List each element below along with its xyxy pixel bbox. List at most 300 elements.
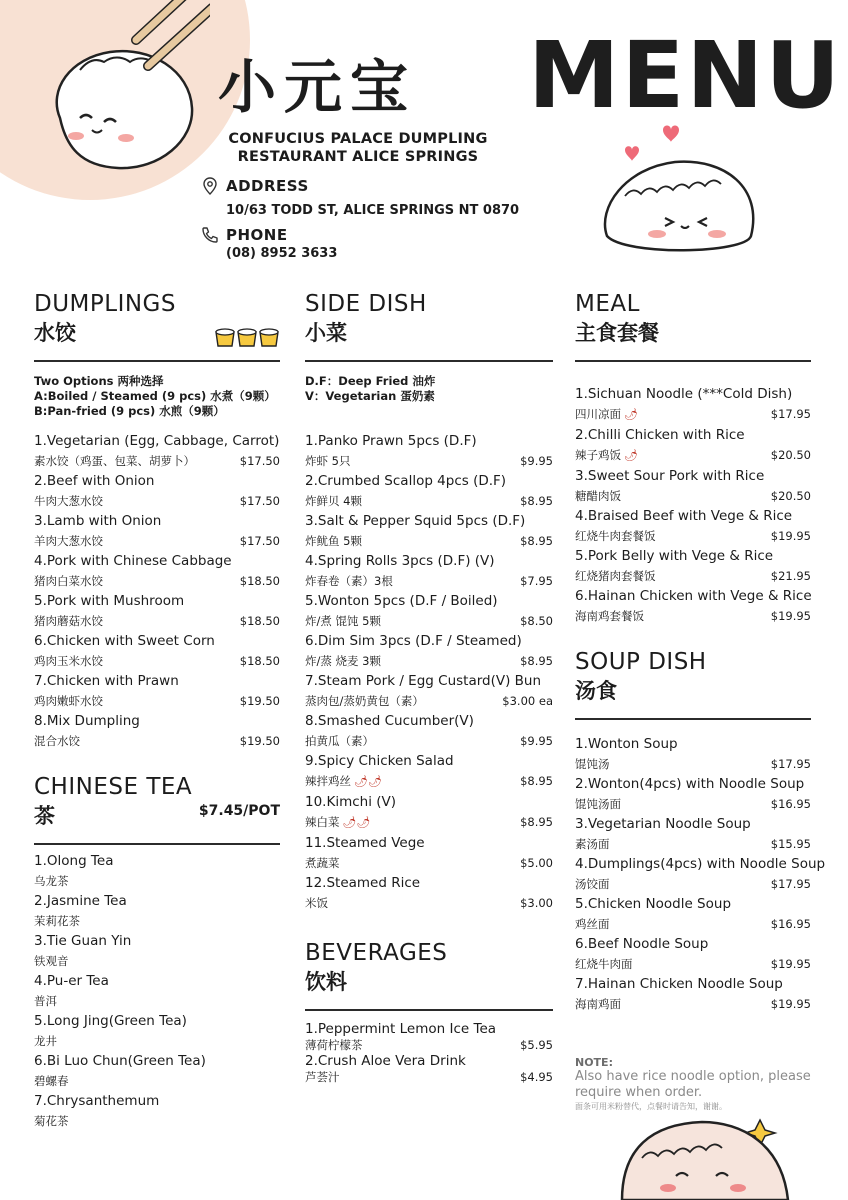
menu-item-cn-wrap (575, 954, 633, 974)
column-right (575, 290, 826, 1112)
menu-item-cn-row (34, 651, 280, 671)
menu-item-name: 5.Pork Belly with Vege & Rice (575, 548, 774, 564)
menu-item-name: 3.Tie Guan Yin (34, 933, 132, 949)
menu-item-cn-row (575, 566, 811, 586)
menu-item-cn-row (34, 691, 280, 711)
tea-section (34, 773, 280, 1131)
menu-item-cn-wrap (34, 531, 103, 551)
menu-item-cn-row (34, 611, 280, 631)
menu-item-name: 3.Salt & Pepper Squid 5pcs (D.F) (305, 513, 526, 529)
menu-item-name: 5.Pork with Mushroom (34, 593, 185, 609)
phone-value: (08) 8952 3633 (226, 246, 338, 261)
menu-item-cn-wrap (305, 531, 362, 551)
note-small: 面条可用米粉替代，点餐时请告知，谢谢。 (575, 1102, 727, 1111)
menu-item-price: $17.50 (239, 494, 280, 508)
tea-list (34, 851, 280, 1131)
menu-item-cn-wrap (305, 731, 374, 751)
menu-item-cn-row (575, 874, 811, 894)
menu-item-name: 7.Steam Pork / Egg Custard(V) Bun (305, 673, 542, 689)
menu-item-cn-row (575, 914, 811, 934)
menu-item-name: 4.Pork with Chinese Cabbage (34, 553, 232, 569)
menu-item-cn-wrap (34, 1031, 57, 1051)
menu-item-name: 8.Smashed Cucumber(V) (305, 713, 474, 729)
menu-item-name: 6.Dim Sim 3pcs (D.F / Steamed) (305, 633, 522, 649)
menu-item (34, 1051, 280, 1091)
menu-item-price: $19.50 (239, 694, 280, 708)
menu-item (34, 1011, 280, 1051)
menu-item-price: $20.50 (770, 489, 811, 503)
menu-item (34, 591, 280, 631)
menu-item (575, 934, 811, 974)
menu-item-cn-name: 辣拌鸡丝 (305, 774, 351, 788)
menu-item-cn-name: 炸鲜贝 4颗 (305, 494, 362, 508)
menu-item-cn-name: 四川凉面 (575, 407, 621, 421)
menu-item-name: 5.Wonton 5pcs (D.F / Boiled) (305, 593, 498, 609)
chili-spicy-icon: 🌶🌶 (354, 775, 382, 788)
restaurant-name-line2: RESTAURANT ALICE SPRINGS (237, 149, 479, 165)
dumplings-list (34, 431, 280, 751)
menu-item-name: 2.Chilli Chicken with Rice (575, 427, 745, 443)
menu-item-cn-wrap (34, 991, 57, 1011)
menu-item-name: 10.Kimchi (V) (305, 794, 397, 810)
menu-item-name: 3.Vegetarian Noodle Soup (575, 816, 751, 832)
location-pin-icon (200, 176, 220, 196)
menu-item-cn-name: 糖醋肉饭 (575, 489, 621, 503)
dumplings-option-a: A:Boiled / Steamed (9 pcs) 水煮（9颗） (34, 389, 276, 403)
menu-item (34, 931, 280, 971)
menu-item-cn-name: 馄饨汤 (575, 757, 610, 771)
dumplings-title-cn: 水饺 (34, 321, 76, 345)
menu-item-cn-wrap (305, 451, 350, 471)
menu-item-price: $21.95 (770, 569, 811, 583)
column-left (34, 290, 280, 1131)
menu-item (305, 551, 553, 591)
menu-item-price: $15.95 (770, 837, 811, 851)
menu-item-price: $16.95 (770, 797, 811, 811)
menu-item-cn-row (575, 954, 811, 974)
dumpling-heart-illustration (595, 118, 785, 268)
menu-item (305, 1021, 553, 1053)
menu-item-cn-name: 素汤面 (575, 837, 610, 851)
menu-item (575, 734, 811, 774)
menu-item-cn-wrap (34, 731, 80, 751)
menu-item-name: 4.Dumplings(4pcs) with Noodle Soup (575, 856, 826, 872)
menu-item-cn-name: 普洱 (34, 994, 57, 1008)
menu-item-cn-name: 薄荷柠檬茶 (305, 1038, 363, 1052)
menu-item-cn-row (305, 451, 553, 471)
menu-item-cn-wrap (305, 491, 362, 511)
menu-item-name: 7.Hainan Chicken Noodle Soup (575, 976, 783, 992)
menu-item-name: 6.Chicken with Sweet Corn (34, 633, 215, 649)
menu-item-cn-row (305, 611, 553, 631)
menu-item-cn-wrap (34, 611, 103, 631)
column-middle (305, 290, 553, 1085)
menu-item-name: 4.Pu-er Tea (34, 973, 109, 989)
menu-item (575, 546, 811, 586)
menu-item-price: $4.95 (520, 1070, 553, 1084)
menu-item-cn-row (34, 911, 280, 931)
chili-spicy-icon: 🌶🌶 (342, 816, 371, 829)
tea-price: $7.45/POT (198, 803, 280, 819)
menu-item-cn-row (305, 1069, 553, 1085)
menu-item-cn-row (305, 531, 553, 551)
soup-title: SOUP DISH (575, 649, 707, 675)
menu-item-cn-wrap (575, 486, 621, 506)
menu-item (34, 851, 280, 891)
menu-item-cn-wrap (575, 914, 610, 934)
menu-item-name: 4.Spring Rolls 3pcs (D.F) (V) (305, 553, 495, 569)
menu-item (305, 671, 553, 711)
menu-item-cn-name: 米饭 (305, 896, 328, 910)
menu-item-name: 2.Beef with Onion (34, 473, 155, 489)
menu-item-cn-name: 红烧牛肉套餐饭 (575, 529, 656, 543)
menu-item-name: 9.Spicy Chicken Salad (305, 753, 454, 769)
chili-spicy-icon: 🌶 (624, 408, 638, 421)
menu-item-name: 1.Panko Prawn 5pcs (D.F) (305, 433, 477, 449)
dumplings-bowls-icon (214, 324, 280, 348)
menu-item-cn-wrap (34, 491, 103, 511)
menu-item-cn-row (34, 1071, 280, 1091)
menu-item-price: $18.50 (239, 654, 280, 668)
menu-item-cn-row (34, 571, 280, 591)
menu-item-cn-row (575, 834, 811, 854)
phone-label: PHONE (226, 226, 288, 244)
menu-item-name: 5.Chicken Noodle Soup (575, 896, 732, 912)
menu-item-cn-name: 汤饺面 (575, 877, 610, 891)
menu-item-price: $19.95 (770, 529, 811, 543)
menu-item (305, 711, 553, 751)
menu-item-name: 1.Vegetarian (Egg, Cabbage, Carrot) (34, 433, 280, 449)
side-divider (305, 360, 553, 362)
address-value: 10/63 TODD ST, ALICE SPRINGS NT 0870 (226, 203, 520, 218)
menu-item (34, 431, 280, 471)
menu-item-cn-row (305, 571, 553, 591)
menu-item (575, 466, 811, 506)
menu-item-price: $17.95 (770, 757, 811, 771)
menu-item-name: 2.Jasmine Tea (34, 893, 127, 909)
menu-item (34, 671, 280, 711)
menu-item-cn-row (34, 731, 280, 751)
meal-title-cn: 主食套餐 (575, 321, 659, 345)
menu-item (305, 471, 553, 511)
beverages-title-cn: 饮料 (305, 970, 347, 994)
menu-item-cn-wrap (575, 834, 610, 854)
menu-item-cn-name: 鸡肉嫩虾水饺 (34, 694, 103, 708)
menu-item-name: 7.Chrysanthemum (34, 1093, 160, 1109)
menu-item-name: 7.Chicken with Prawn (34, 673, 179, 689)
chili-spicy-icon: 🌶 (624, 449, 638, 462)
menu-item-cn-wrap (34, 691, 103, 711)
menu-item-cn-name: 辣白菜 (305, 815, 340, 829)
dumplings-options-note (34, 374, 280, 419)
menu-item-price: $19.95 (770, 997, 811, 1011)
side-legend-v: V：Vegetarian 蛋奶素 (305, 389, 435, 403)
menu-item-cn-name: 素水饺（鸡蛋、包菜、胡萝卜） (34, 454, 195, 468)
menu-item-name: 6.Bi Luo Chun(Green Tea) (34, 1053, 206, 1069)
menu-item-name: 1.Wonton Soup (575, 736, 678, 752)
menu-item-cn-name: 红烧牛肉面 (575, 957, 633, 971)
menu-item (34, 471, 280, 511)
menu-item-cn-wrap (575, 874, 610, 894)
soup-list (575, 734, 826, 1014)
phone-row (200, 225, 288, 245)
menu-item-cn-name: 海南鸡套餐饭 (575, 609, 644, 623)
menu-item-cn-wrap (305, 651, 381, 671)
menu-item-cn-wrap (575, 754, 610, 774)
menu-item-cn-wrap (575, 994, 621, 1014)
meal-title: MEAL (575, 291, 640, 317)
menu-item-cn-wrap (305, 691, 424, 711)
menu-item-cn-wrap (34, 951, 69, 971)
menu-item-cn-wrap (34, 1111, 69, 1131)
menu-item-cn-row (575, 754, 811, 774)
menu-item-cn-wrap (34, 571, 103, 591)
menu-item-cn-name: 辣子鸡饭 (575, 448, 621, 462)
menu-item (575, 854, 826, 894)
dumpling-mascot-illustration (40, 0, 210, 180)
menu-item-name: 1.Sichuan Noodle (***Cold Dish) (575, 386, 793, 402)
menu-item-cn-row (34, 451, 280, 471)
dumplings-option-header: Two Options 两种选择 (34, 374, 164, 388)
menu-item-cn-name: 乌龙茶 (34, 874, 69, 888)
menu-item-cn-name: 猪肉白菜水饺 (34, 574, 103, 588)
menu-item (34, 631, 280, 671)
menu-item-cn-wrap (575, 794, 621, 814)
menu-item-cn-row (305, 853, 553, 873)
menu-item-name: 3.Lamb with Onion (34, 513, 162, 529)
menu-item-cn-name: 炸鱿鱼 5颗 (305, 534, 362, 548)
menu-item-cn-name: 炸虾 5只 (305, 454, 351, 468)
menu-item-cn-wrap (305, 853, 340, 873)
menu-item (305, 833, 553, 873)
menu-item-price: $7.95 (520, 574, 553, 588)
side-list (305, 431, 553, 913)
menu-item-price: $18.50 (239, 574, 280, 588)
dumplings-divider (34, 360, 280, 362)
menu-item-cn-name: 铁观音 (34, 954, 69, 968)
brand-chinese-name: 小元宝 (218, 53, 417, 121)
menu-item-cn-name: 炸春卷（素）3根 (305, 574, 393, 588)
menu-item-cn-row (575, 445, 811, 466)
menu-item-cn-name: 猪肉蘑菇水饺 (34, 614, 103, 628)
menu-item-cn-wrap (575, 566, 656, 586)
menu-item-price: $8.95 (520, 815, 553, 829)
side-legend-note (305, 374, 553, 404)
menu-item (34, 1091, 280, 1131)
menu-item-cn-name: 蒸肉包/蒸奶黄包（素） (305, 694, 424, 708)
menu-item-name: 11.Steamed Vege (305, 835, 425, 851)
menu-item-cn-wrap (34, 911, 80, 931)
menu-item-cn-wrap (575, 606, 644, 626)
menu-item-cn-row (575, 606, 811, 626)
menu-item-cn-name: 拍黄瓜（素） (305, 734, 374, 748)
menu-item-cn-row (575, 994, 811, 1014)
menu-item-name: 2.Crush Aloe Vera Drink (305, 1053, 466, 1069)
menu-item-name: 3.Sweet Sour Pork with Rice (575, 468, 765, 484)
soup-section (575, 648, 826, 1014)
menu-item-cn-row (34, 531, 280, 551)
menu-item (575, 586, 811, 626)
beverages-list (305, 1021, 553, 1085)
menu-item (34, 971, 280, 1011)
beverages-divider (305, 1009, 553, 1011)
menu-item-price: $18.50 (239, 614, 280, 628)
restaurant-name (216, 130, 500, 166)
menu-item-price: $17.95 (770, 877, 811, 891)
dumplings-title: DUMPLINGS (34, 291, 176, 317)
menu-item-cn-wrap (34, 871, 69, 891)
menu-item-cn-wrap (305, 1069, 340, 1085)
menu-item-name: 4.Braised Beef with Vege & Rice (575, 508, 793, 524)
menu-item-cn-wrap (305, 771, 382, 792)
menu-item-cn-name: 茉莉花茶 (34, 914, 80, 928)
menu-item-cn-wrap (575, 404, 638, 425)
menu-item (305, 511, 553, 551)
menu-item-name: 6.Beef Noodle Soup (575, 936, 709, 952)
menu-item-cn-row (34, 871, 280, 891)
menu-item-cn-name: 海南鸡面 (575, 997, 621, 1011)
meal-divider (575, 360, 811, 362)
menu-item-cn-row (305, 771, 553, 792)
menu-item-cn-wrap (34, 451, 195, 471)
menu-item-price: $17.50 (239, 534, 280, 548)
menu-item-cn-name: 馄饨汤面 (575, 797, 621, 811)
beverages-title: BEVERAGES (305, 940, 448, 966)
menu-item-cn-name: 碧螺春 (34, 1074, 69, 1088)
menu-item-cn-row (34, 1111, 280, 1131)
menu-item-name: 12.Steamed Rice (305, 875, 421, 891)
address-label: ADDRESS (226, 177, 309, 195)
menu-item-cn-wrap (575, 445, 638, 466)
menu-item (305, 591, 553, 631)
menu-item-cn-row (305, 731, 553, 751)
menu-item-cn-row (305, 691, 553, 711)
note-title: NOTE: (575, 1056, 613, 1069)
menu-item-cn-name: 红烧猪肉套餐饭 (575, 569, 656, 583)
menu-item-name: 2.Crumbed Scallop 4pcs (D.F) (305, 473, 507, 489)
menu-item (305, 873, 553, 913)
tea-title: CHINESE TEA (34, 774, 193, 800)
dumplings-option-b: B:Pan-fried (9 pcs) 水煎（9颗） (34, 404, 225, 418)
menu-item (34, 891, 280, 931)
menu-item-cn-wrap (305, 571, 393, 591)
phone-icon (200, 225, 220, 245)
menu-item-cn-row (575, 794, 811, 814)
menu-item-cn-name: 混合水饺 (34, 734, 80, 748)
tea-title-cn: 茶 (34, 804, 55, 828)
menu-item (575, 814, 811, 854)
menu-item (575, 425, 811, 466)
menu-item-price: $8.50 (520, 614, 553, 628)
menu-item (575, 974, 811, 1014)
dumpling-bottom-illustration (612, 1108, 812, 1200)
menu-item (305, 631, 553, 671)
menu-item-cn-name: 鸡丝面 (575, 917, 610, 931)
menu-item-cn-row (305, 812, 553, 833)
meal-list (575, 384, 811, 626)
menu-item-price: $5.00 (520, 856, 553, 870)
side-title: SIDE DISH (305, 291, 427, 317)
menu-item-name: 1.Peppermint Lemon Ice Tea (305, 1021, 497, 1037)
menu-item-price: $8.95 (520, 494, 553, 508)
menu-item-cn-wrap (575, 526, 656, 546)
menu-item-name: 8.Mix Dumpling (34, 713, 140, 729)
menu-item-name: 1.Olong Tea (34, 853, 114, 869)
note-body: Also have rice noodle option, please require when order. (575, 1069, 811, 1100)
side-legend-df: D.F：Deep Fried 油炸 (305, 374, 436, 388)
menu-item-cn-row (575, 404, 811, 425)
menu-item-cn-row (305, 893, 553, 913)
soup-title-cn: 汤食 (575, 679, 617, 703)
menu-item (34, 511, 280, 551)
menu-item-cn-wrap (305, 611, 381, 631)
menu-item-cn-row (575, 526, 811, 546)
menu-item (305, 1053, 553, 1085)
menu-item-cn-wrap (305, 812, 370, 833)
menu-item-price: $5.95 (520, 1038, 553, 1052)
menu-item-price: $17.95 (770, 407, 811, 421)
menu-item-price: $19.95 (770, 609, 811, 623)
side-title-cn: 小菜 (305, 321, 347, 345)
menu-item-cn-name: 炸/煮 馄饨 5颗 (305, 614, 382, 628)
menu-item (305, 431, 553, 471)
beverages-section (305, 939, 553, 1085)
menu-item-cn-row (305, 491, 553, 511)
menu-item (305, 751, 553, 792)
menu-item (575, 894, 811, 934)
menu-item-price: $9.95 (520, 454, 553, 468)
menu-item-name: 6.Hainan Chicken with Vege & Rice (575, 588, 812, 604)
menu-item-cn-wrap (305, 893, 328, 913)
menu-item-cn-wrap (34, 1071, 69, 1091)
menu-item (575, 774, 811, 814)
menu-item-cn-row (305, 651, 553, 671)
menu-item-cn-row (575, 486, 811, 506)
menu-item-cn-wrap (34, 651, 103, 671)
menu-item-cn-name: 牛肉大葱水饺 (34, 494, 103, 508)
menu-item-name: 2.Wonton(4pcs) with Noodle Soup (575, 776, 805, 792)
menu-item-price: $3.00 ea (502, 694, 553, 708)
menu-item-cn-name: 菊花茶 (34, 1114, 69, 1128)
menu-heading: MENU (528, 22, 843, 129)
menu-item-cn-name: 炸/蒸 烧麦 3颗 (305, 654, 382, 668)
menu-item-cn-row (34, 491, 280, 511)
menu-item-cn-name: 龙井 (34, 1034, 57, 1048)
restaurant-name-line1: CONFUCIUS PALACE DUMPLING (228, 131, 488, 147)
menu-item-cn-name: 煮蔬菜 (305, 856, 340, 870)
menu-item-cn-row (34, 951, 280, 971)
menu-item (575, 384, 811, 425)
menu-item-price: $17.50 (239, 454, 280, 468)
menu-item-price: $16.95 (770, 917, 811, 931)
menu-item (575, 506, 811, 546)
menu-item-price: $19.50 (239, 734, 280, 748)
menu-item (305, 792, 553, 833)
menu-item-price: $8.95 (520, 534, 553, 548)
note-section (575, 1056, 811, 1112)
menu-item-price: $9.95 (520, 734, 553, 748)
menu-item-cn-name: 芦荟汁 (305, 1070, 340, 1084)
menu-item-price: $19.95 (770, 957, 811, 971)
menu-item-price: $8.95 (520, 654, 553, 668)
menu-item-price: $20.50 (770, 448, 811, 462)
menu-item-cn-name: 羊肉大葱水饺 (34, 534, 103, 548)
address-row (200, 176, 309, 196)
menu-item-price: $8.95 (520, 774, 553, 788)
menu-item-cn-name: 鸡肉玉米水饺 (34, 654, 103, 668)
menu-item-name: 5.Long Jing(Green Tea) (34, 1013, 187, 1029)
soup-divider (575, 718, 811, 720)
